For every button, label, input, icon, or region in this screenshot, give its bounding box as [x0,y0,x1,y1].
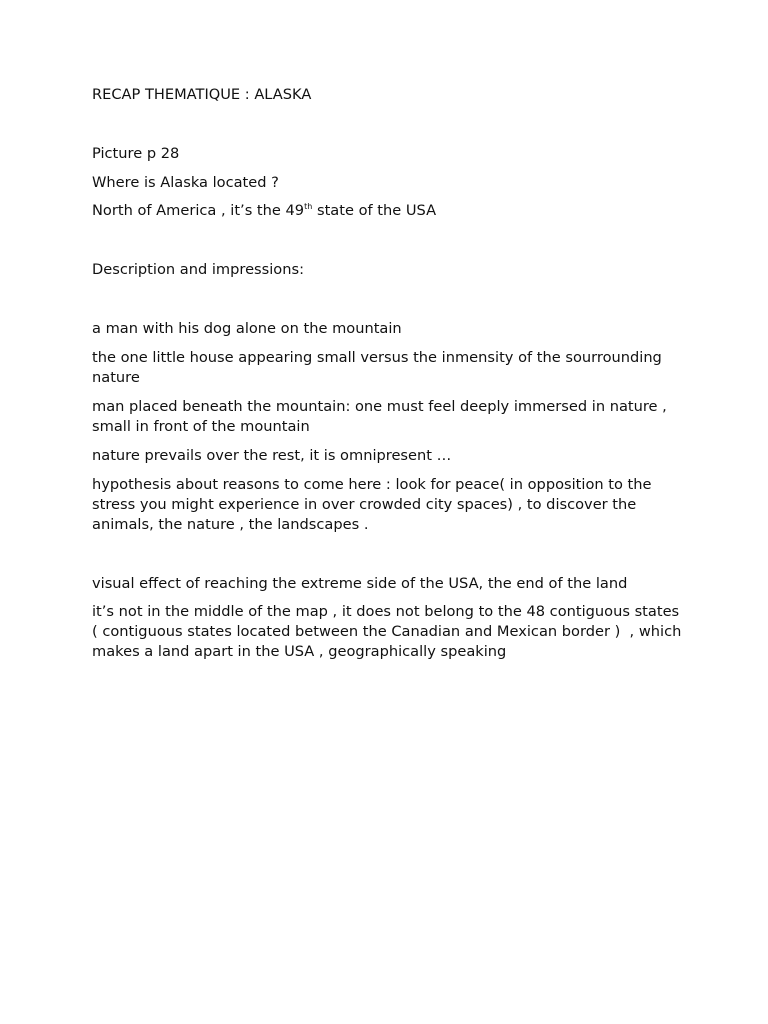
answer-text-after: state of the USA [312,202,437,219]
answer-text-before: North of America , it’s the 49 [92,202,305,219]
paragraph-visual-effect: visual effect of reaching the extreme side of the USA, the end of the land [92,575,628,592]
paragraph-contiguous-states: it’s not in the middle of the map , it does not belong to the 48 contiguous states ( contiguous states located between the Canadian and Mexican border ) , which makes a land apart in the USA , geographically speaking [92,603,686,660]
answer-text [92,201,682,221]
paragraph-little-house: the one little house appearing small versus the inmensity of the sourrounding nature [92,349,667,386]
question-text: Where is Alaska located ? [92,174,279,191]
document-title: RECAP THEMATIQUE : ALASKA [92,86,312,103]
picture-reference: Picture p 28 [92,145,180,162]
paragraph-dog-on-mountain: a man with his dog alone on the mountain [92,320,402,337]
paragraph-nature-prevails: nature prevails over the rest, it is omnipresent … [92,447,452,464]
paragraph-hypothesis: hypothesis about reasons to come here : look for peace( in opposition to the stress you might experience in over crowded city spaces) , to discover the animals, the nature , the landscapes . [92,476,657,533]
paragraph-man-beneath-mountain: man placed beneath the mountain: one must feel deeply immersed in nature , small in front of the mountain [92,398,672,435]
section-heading: Description and impressions: [92,261,305,278]
answer-superscript: th [304,202,313,211]
